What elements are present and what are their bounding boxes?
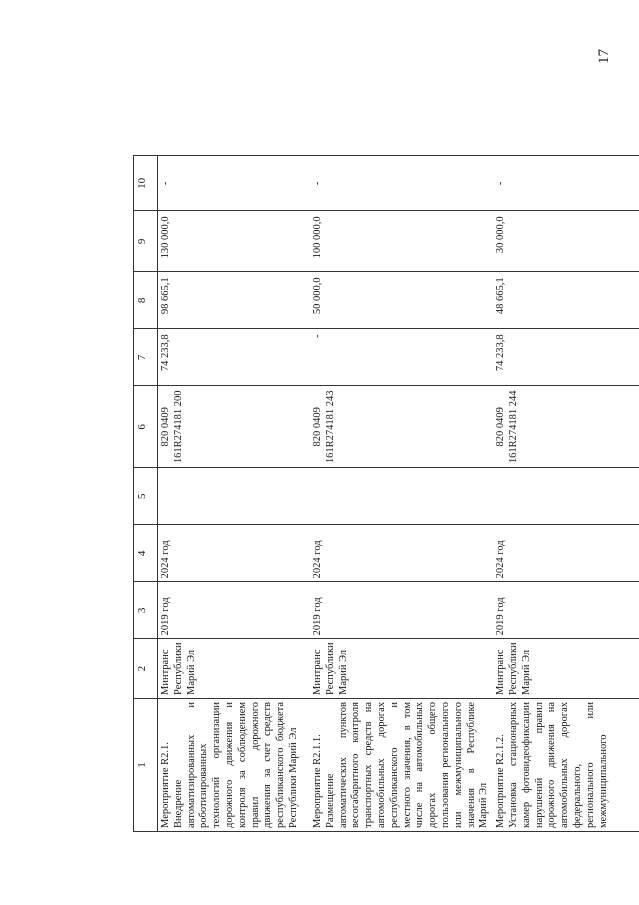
table-rotated-container xyxy=(133,52,618,832)
value-cell: - xyxy=(310,329,493,386)
value-cell: 98 665,1 xyxy=(158,272,311,329)
start-cell: 2019 год xyxy=(310,582,493,639)
event-cell: Мероприятие R2.1. Внедрение автоматизированных и роботизированных технологий организации дорожного движения и контроля за соблюдением правил дорожного движения за счет средств республиканского бюджета Республики Марий Эл xyxy=(158,699,311,832)
event-cell: Мероприятие R2.1.1. Размещение автоматических пунктов весогабаритного контроля транспортных средств на автомобильных дорогах республиканского и местного значения, в том числе на автомобильных дорогах общего пользования регионального или межмуниципального значения в Республике Марий Эл xyxy=(310,699,493,832)
budget-code-cell: 820 0409 161R274181 244 xyxy=(493,386,639,468)
value-cell: 130 000,0 xyxy=(158,211,311,272)
col5-cell xyxy=(310,468,493,525)
executor-cell: Минтранс Республики Марий Эл xyxy=(493,639,639,699)
header-cell: 5 xyxy=(134,468,158,525)
header-cell: 8 xyxy=(134,272,158,329)
end-cell: 2024 год xyxy=(158,525,311,582)
col5-cell xyxy=(493,468,639,525)
header-cell: 9 xyxy=(134,211,158,272)
value-cell: 30 000,0 xyxy=(493,211,639,272)
value-cell: 74 233,8 xyxy=(158,329,311,386)
executor-cell: Минтранс Республики Марий Эл xyxy=(158,639,311,699)
header-cell: 1 xyxy=(134,699,158,832)
budget-code-cell: 820 0409 161R274181 200 xyxy=(158,386,311,468)
value-cell: - xyxy=(493,156,639,211)
value-cell: - xyxy=(158,156,311,211)
start-cell: 2019 год xyxy=(493,582,639,639)
header-cell: 4 xyxy=(134,525,158,582)
end-cell: 2024 год xyxy=(493,525,639,582)
header-cell: 6 xyxy=(134,386,158,468)
value-cell: 50 000,0 xyxy=(310,272,493,329)
page-number: 17 xyxy=(596,49,612,64)
value-cell: - xyxy=(310,156,493,211)
end-cell: 2024 год xyxy=(310,525,493,582)
budget-table xyxy=(133,155,639,832)
col5-cell xyxy=(158,468,311,525)
value-cell: 100 000,0 xyxy=(310,211,493,272)
start-cell: 2019 год xyxy=(158,582,311,639)
header-cell: 2 xyxy=(134,639,158,699)
table-row xyxy=(158,156,311,832)
header-cell: 3 xyxy=(134,582,158,639)
executor-cell: Минтранс Республики Марий Эл xyxy=(310,639,493,699)
header-row xyxy=(134,156,158,832)
header-cell: 7 xyxy=(134,329,158,386)
value-cell: 48 665,1 xyxy=(493,272,639,329)
header-cell: 10 xyxy=(134,156,158,211)
table-row xyxy=(310,156,493,832)
budget-code-cell: 820 0409 161R274181 243 xyxy=(310,386,493,468)
value-cell: 74 233,8 xyxy=(493,329,639,386)
event-cell: Мероприятие R2.1.2. Установка стационарных камер фотовидеофиксации нарушений правил дорожного движения на автомобильных дорогах федерального, регионального или межмуниципального xyxy=(493,699,639,832)
table-row xyxy=(493,156,639,832)
